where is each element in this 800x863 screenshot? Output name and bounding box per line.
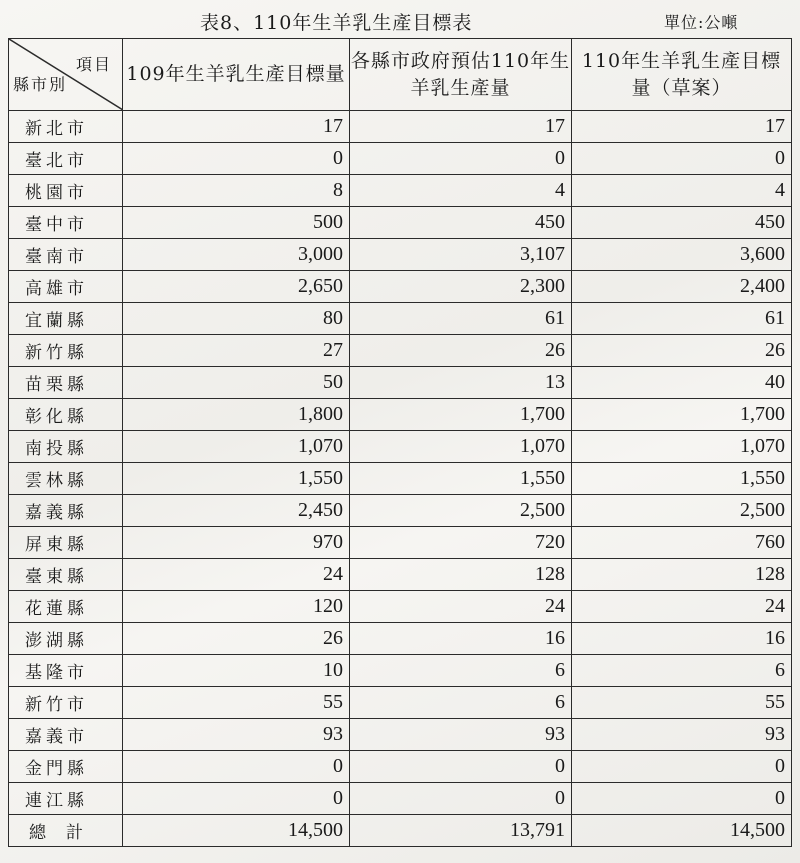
target-110-draft-cell: 24 [572, 591, 792, 623]
target-110-draft-cell: 0 [572, 751, 792, 783]
target-110-draft-cell: 2,400 [572, 271, 792, 303]
estimate-110-cell: 0 [350, 751, 572, 783]
target-109-cell: 50 [123, 367, 350, 399]
table-row [9, 111, 792, 143]
county-name-cell: 雲林縣 [9, 463, 123, 495]
county-name-cell: 新竹市 [9, 687, 123, 719]
county-name-cell: 宜蘭縣 [9, 303, 123, 335]
estimate-110-cell: 13,791 [350, 815, 572, 847]
estimate-110-cell: 450 [350, 207, 572, 239]
target-109-cell: 0 [123, 783, 350, 815]
goat-milk-target-table [8, 38, 792, 847]
target-110-draft-cell: 6 [572, 655, 792, 687]
target-109-cell: 8 [123, 175, 350, 207]
table-row [9, 431, 792, 463]
table-row [9, 303, 792, 335]
table-row [9, 527, 792, 559]
target-110-draft-cell: 1,550 [572, 463, 792, 495]
target-110-draft-cell: 93 [572, 719, 792, 751]
target-110-draft-cell: 4 [572, 175, 792, 207]
table-row [9, 335, 792, 367]
table-row [9, 463, 792, 495]
estimate-110-cell: 0 [350, 783, 572, 815]
target-109-cell: 0 [123, 751, 350, 783]
header-col1: 109年生羊乳生產目標量 [123, 39, 350, 111]
county-name-cell: 苗栗縣 [9, 367, 123, 399]
target-109-cell: 26 [123, 623, 350, 655]
target-110-draft-cell: 0 [572, 783, 792, 815]
target-109-cell: 14,500 [123, 815, 350, 847]
target-109-cell: 93 [123, 719, 350, 751]
total-row [9, 815, 792, 847]
estimate-110-cell: 128 [350, 559, 572, 591]
target-109-cell: 500 [123, 207, 350, 239]
county-name-cell: 總計 [9, 815, 123, 847]
estimate-110-cell: 1,070 [350, 431, 572, 463]
estimate-110-cell: 1,550 [350, 463, 572, 495]
header-row [9, 39, 792, 111]
table-body [9, 111, 792, 847]
estimate-110-cell: 16 [350, 623, 572, 655]
county-name-cell: 嘉義市 [9, 719, 123, 751]
target-110-draft-cell: 1,070 [572, 431, 792, 463]
estimate-110-cell: 13 [350, 367, 572, 399]
estimate-110-cell: 93 [350, 719, 572, 751]
target-109-cell: 80 [123, 303, 350, 335]
table-row [9, 655, 792, 687]
table-row [9, 399, 792, 431]
estimate-110-cell: 26 [350, 335, 572, 367]
county-name-cell: 臺南市 [9, 239, 123, 271]
target-109-cell: 2,450 [123, 495, 350, 527]
table-row [9, 751, 792, 783]
unit-label: 單位:公噸 [664, 13, 739, 32]
corner-county-label: 縣市別 [13, 75, 68, 94]
target-110-draft-cell: 55 [572, 687, 792, 719]
estimate-110-cell: 3,107 [350, 239, 572, 271]
county-name-cell: 金門縣 [9, 751, 123, 783]
county-name-cell: 彰化縣 [9, 399, 123, 431]
county-name-cell: 高雄市 [9, 271, 123, 303]
target-110-draft-cell: 0 [572, 143, 792, 175]
table-row [9, 271, 792, 303]
county-name-cell: 新竹縣 [9, 335, 123, 367]
table-row [9, 367, 792, 399]
county-name-cell: 臺東縣 [9, 559, 123, 591]
target-110-draft-cell: 40 [572, 367, 792, 399]
target-109-cell: 0 [123, 143, 350, 175]
estimate-110-cell: 0 [350, 143, 572, 175]
county-name-cell: 桃園市 [9, 175, 123, 207]
target-109-cell: 1,550 [123, 463, 350, 495]
estimate-110-cell: 720 [350, 527, 572, 559]
estimate-110-cell: 61 [350, 303, 572, 335]
table-row [9, 591, 792, 623]
target-109-cell: 2,650 [123, 271, 350, 303]
county-name-cell: 新北市 [9, 111, 123, 143]
estimate-110-cell: 6 [350, 687, 572, 719]
county-name-cell: 嘉義縣 [9, 495, 123, 527]
county-name-cell: 屏東縣 [9, 527, 123, 559]
estimate-110-cell: 24 [350, 591, 572, 623]
county-name-cell: 臺北市 [9, 143, 123, 175]
table-row [9, 495, 792, 527]
target-109-cell: 17 [123, 111, 350, 143]
target-110-draft-cell: 17 [572, 111, 792, 143]
corner-header-cell [9, 39, 123, 111]
target-109-cell: 55 [123, 687, 350, 719]
target-110-draft-cell: 14,500 [572, 815, 792, 847]
table-row [9, 207, 792, 239]
county-name-cell: 連江縣 [9, 783, 123, 815]
target-110-draft-cell: 26 [572, 335, 792, 367]
table-row [9, 719, 792, 751]
header-col3: 110年生羊乳生產目標量（草案） [572, 39, 792, 111]
table-row [9, 143, 792, 175]
target-109-cell: 1,800 [123, 399, 350, 431]
target-110-draft-cell: 2,500 [572, 495, 792, 527]
target-109-cell: 970 [123, 527, 350, 559]
target-109-cell: 27 [123, 335, 350, 367]
table-title: 表8、110年生羊乳生產目標表 [200, 12, 473, 34]
target-110-draft-cell: 16 [572, 623, 792, 655]
estimate-110-cell: 2,500 [350, 495, 572, 527]
target-109-cell: 1,070 [123, 431, 350, 463]
county-name-cell: 基隆市 [9, 655, 123, 687]
target-110-draft-cell: 3,600 [572, 239, 792, 271]
target-109-cell: 3,000 [123, 239, 350, 271]
table-row [9, 623, 792, 655]
header-col2: 各縣市政府預估110年生羊乳生產量 [350, 39, 572, 111]
target-109-cell: 24 [123, 559, 350, 591]
county-name-cell: 花蓮縣 [9, 591, 123, 623]
county-name-cell: 南投縣 [9, 431, 123, 463]
estimate-110-cell: 1,700 [350, 399, 572, 431]
estimate-110-cell: 17 [350, 111, 572, 143]
table-row [9, 175, 792, 207]
estimate-110-cell: 4 [350, 175, 572, 207]
target-110-draft-cell: 128 [572, 559, 792, 591]
table-row [9, 783, 792, 815]
target-110-draft-cell: 1,700 [572, 399, 792, 431]
county-name-cell: 澎湖縣 [9, 623, 123, 655]
target-110-draft-cell: 760 [572, 527, 792, 559]
table-row [9, 239, 792, 271]
estimate-110-cell: 6 [350, 655, 572, 687]
corner-item-label: 項目 [75, 55, 112, 74]
target-109-cell: 10 [123, 655, 350, 687]
target-110-draft-cell: 61 [572, 303, 792, 335]
target-110-draft-cell: 450 [572, 207, 792, 239]
estimate-110-cell: 2,300 [350, 271, 572, 303]
table-row [9, 559, 792, 591]
table-row [9, 687, 792, 719]
target-109-cell: 120 [123, 591, 350, 623]
county-name-cell: 臺中市 [9, 207, 123, 239]
